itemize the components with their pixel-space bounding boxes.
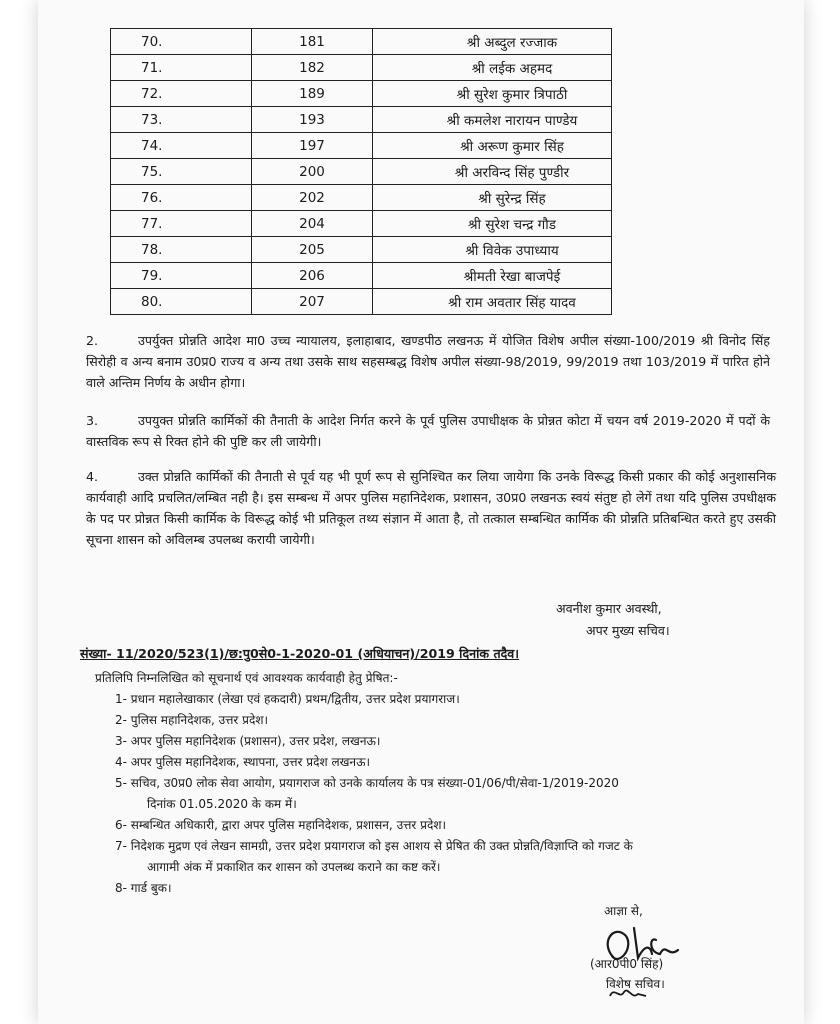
copy-list-item: 5- सचिव, उ0प्र0 लोक सेवा आयोग, प्रयागराज को उनके कार्यालय के पत्र संख्या-01/06/पी/सेवा-1/2019-2020 (115, 776, 619, 790)
serial-cell: 71. (111, 55, 252, 81)
name-cell: श्री कमलेश नारायन पाण्डेय (373, 107, 612, 133)
reference-number: संख्या- 11/2020/523(1)/छ:पु0से0-1-2020-01 (अधियाचन)/2019 दिनांक तदैव। (80, 646, 520, 661)
name-cell: श्री अब्दुल रज्जाक (373, 29, 612, 55)
paragraph-3 (86, 410, 770, 452)
serial-cell: 72. (111, 81, 252, 107)
promotion-table (110, 28, 612, 315)
name-cell: श्री लईक अहमद (373, 55, 612, 81)
name-cell: श्री सुरेश चन्द्र गौड (373, 211, 612, 237)
bottom-signatory-name: (आर0पी0 सिंह) (590, 957, 664, 971)
copy-list-item: 4- अपर पुलिस महानिदेशक, स्थापना, उत्तर प्रदेश लखनऊ। (115, 755, 371, 769)
paragraph-text: उक्त प्रोन्नति कार्मिकों की तैनाती से पूर्व यह भी पूर्ण रूप से सुनिश्चित कर लिया जायेगा कि उनके विरूद्ध किसी प्रकार की कोई अनुशासनिक कार्यवाही आदि प्रचलित/लम्बित नही है। इस सम्बन्ध में अपर पुलिस महानिदेशक, प्रशासन, उ0प्र0 लखनऊ स्वयं संतुष्ट हो लेगें तथा यदि पुलिस उपधीक्षक के पद पर प्रोन्नत किसी कार्मिक के विरूद्ध कोई भी प्रतिकूल तथ्य संज्ञान में आता है, तो तत्काल सम्बन्धित कार्मिक की प्रोन्नति प्रतिबन्धित करते हुए उसकी सूचना शासन को अविलम्ब उपलब्ध करायी जायेगी। (86, 469, 776, 547)
number-cell: 189 (252, 81, 373, 107)
paragraph-number: 2. (86, 333, 99, 348)
name-cell: श्री अरूण कुमार सिंह (373, 133, 612, 159)
paragraph-number: 4. (86, 469, 99, 484)
paragraph-number: 3. (86, 413, 99, 428)
paragraph-4 (86, 466, 776, 550)
initials-mark (606, 982, 666, 1004)
copy-list-item: 7- निदेशक मुद्रण एवं लेखन सामग्री, उत्तर प्रदेश प्रयागराज को इस आशय से प्रेषित की उक्त प्रोन्नति/विज्ञाप्ति को गजट के (115, 839, 633, 853)
order-text: आज्ञा से, (604, 904, 643, 918)
table-row (111, 237, 612, 263)
number-cell: 197 (252, 133, 373, 159)
serial-cell: 79. (111, 263, 252, 289)
number-cell: 181 (252, 29, 373, 55)
table-row (111, 211, 612, 237)
paragraph-text: उपर्युक्त प्रोन्नति आदेश मा0 उच्च न्यायालय, इलाहाबाद, खण्डपीठ लखनऊ में योजित विशेष अपील संख्या-100/2019 श्री विनोद सिंह सिरोही व अन्य बनाम उ0प्र0 राज्य व अन्य तथा उसके साथ सहसम्बद्ध विशेष अपील संख्या-98/2019, 99/2019 तथा 103/2019 में पारित होने वाले अन्तिम निर्णय के अधीन होगा। (86, 333, 770, 390)
signatory-designation: अपर मुख्य सचिव। (586, 623, 670, 638)
number-cell: 200 (252, 159, 373, 185)
number-cell: 182 (252, 55, 373, 81)
copy-list (95, 668, 735, 899)
copy-list-item: 3- अपर पुलिस महानिदेशक (प्रशासन), उत्तर प्रदेश, लखनऊ। (115, 734, 381, 748)
number-cell: 202 (252, 185, 373, 211)
table-row (111, 133, 612, 159)
serial-cell: 77. (111, 211, 252, 237)
number-cell: 205 (252, 237, 373, 263)
serial-cell: 75. (111, 159, 252, 185)
table-row (111, 107, 612, 133)
serial-cell: 74. (111, 133, 252, 159)
serial-cell: 80. (111, 289, 252, 315)
number-cell: 207 (252, 289, 373, 315)
number-cell: 204 (252, 211, 373, 237)
table-row (111, 159, 612, 185)
table-row (111, 289, 612, 315)
serial-cell: 73. (111, 107, 252, 133)
table-row (111, 81, 612, 107)
serial-cell: 78. (111, 237, 252, 263)
copy-list-item: 8- गार्ड बुक। (115, 881, 172, 895)
number-cell: 206 (252, 263, 373, 289)
paragraph-2 (86, 330, 770, 393)
copy-list-item-cont: आगामी अंक में प्रकाशित कर शासन को उपलब्ध कराने का कष्ट करें। (147, 860, 441, 874)
copy-list-item: 2- पुलिस महानिदेशक, उत्तर प्रदेश। (115, 713, 269, 727)
table-row (111, 55, 612, 81)
serial-cell: 76. (111, 185, 252, 211)
signatory-name: अवनीश कुमार अवस्थी, (556, 601, 662, 616)
name-cell: श्रीमती रेखा बाजपेई (373, 263, 612, 289)
name-cell: श्री सुरेन्द्र सिंह (373, 185, 612, 211)
copy-list-item-cont: दिनांक 01.05.2020 के कम में। (147, 797, 297, 811)
table-row (111, 263, 612, 289)
paragraph-text: उपयुक्त प्रोन्नति कार्मिकों की तैनाती के आदेश निर्गत करने के पूर्व पुलिस उपाधीक्षक के प्रोन्नत कोटा में चयन वर्ष 2019-2020 में पदों के वास्तविक रूप से रिक्त होने की पुष्टि कर ली जायेगी। (86, 413, 770, 449)
copy-list-item: 1- प्रधान महालेखाकार (लेखा एवं हकदारी) प्रथम/द्वितीय, उत्तर प्रदेश प्रयागराज। (115, 692, 460, 706)
copy-list-item: 6- सम्बन्धित अधिकारी, द्वारा अपर पुलिस महानिदेशक, प्रशासन, उत्तर प्रदेश। (115, 818, 447, 832)
table-row (111, 29, 612, 55)
name-cell: श्री सुरेश कुमार त्रिपाठी (373, 81, 612, 107)
bottom-signatory-designation: विशेष सचिव। (606, 977, 665, 991)
name-cell: श्री राम अवतार सिंह यादव (373, 289, 612, 315)
name-cell: श्री अरविन्द सिंह पुण्डीर (373, 159, 612, 185)
serial-cell: 70. (111, 29, 252, 55)
table-row (111, 185, 612, 211)
name-cell: श्री विवेक उपाध्याय (373, 237, 612, 263)
number-cell: 193 (252, 107, 373, 133)
copy-intro: प्रतिलिपि निम्नलिखित को सूचनार्थ एवं आवश्यक कार्यवाही हेतु प्रेषित:- (95, 671, 398, 685)
